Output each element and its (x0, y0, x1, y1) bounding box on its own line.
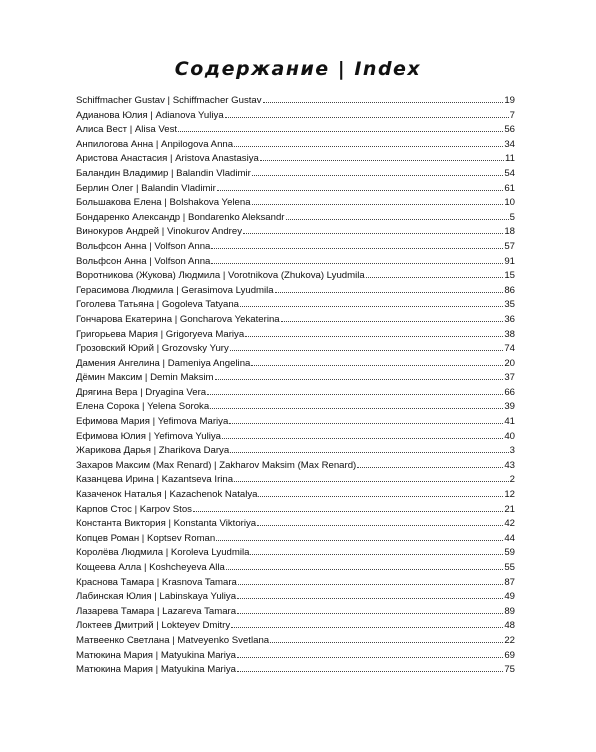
entry-page-number: 40 (504, 430, 515, 442)
dot-leader (234, 472, 509, 482)
index-entry (76, 618, 515, 633)
dot-leader (366, 268, 504, 278)
index-entry (76, 385, 515, 400)
entry-page-number: 19 (504, 95, 515, 106)
dot-leader (237, 604, 503, 614)
index-entry (76, 414, 515, 429)
dot-leader (217, 181, 504, 191)
entry-page-number: 21 (504, 503, 515, 515)
dot-leader (263, 93, 504, 103)
entry-page-number: 7 (509, 109, 515, 121)
entry-name: Дёмин Максим | Demin Maksim (76, 372, 214, 384)
entry-name: Вольфсон Анна | Volfson Anna (76, 255, 211, 267)
index-list (76, 93, 515, 677)
entry-name: Вольфсон Анна | Volfson Anna (76, 240, 211, 252)
entry-name: Жарикова Дарья | Zharikova Darya (76, 445, 230, 457)
index-entry (76, 545, 515, 560)
entry-page-number: 49 (504, 591, 515, 603)
entry-page-number: 48 (504, 620, 515, 632)
entry-name: Грозовский Юрий | Grozovsky Yury (76, 343, 229, 355)
entry-name: Казанцева Ирина | Kazantseva Irina (76, 474, 234, 486)
entry-page-number: 18 (504, 226, 515, 238)
entry-name: Бондаренко Александр | Bondarenko Aleksandr (76, 211, 285, 223)
entry-name: Анпилогова Анна | Anpilogova Anna (76, 138, 234, 150)
entry-page-number: 69 (504, 649, 515, 661)
entry-name: Берлин Олег | Balandin Vladimir (76, 182, 216, 194)
entry-name: Дамения Ангелина | Dameniya Angelina (76, 357, 251, 369)
entry-name: Королёва Людмила | Koroleva Lyudmila (76, 547, 250, 559)
entry-name: Матюкина Мария | Matyukina Mariya (76, 649, 236, 661)
entry-page-number: 35 (504, 299, 515, 311)
index-entry (76, 239, 515, 254)
dot-leader (243, 224, 503, 234)
index-entry (76, 297, 515, 312)
dot-leader (252, 195, 504, 205)
entry-page-number: 55 (504, 562, 515, 573)
entry-page-number: 56 (504, 124, 515, 136)
dot-leader (257, 516, 503, 526)
entry-name: Матвеенко Светлана | Matveyenko Svetlana (76, 634, 270, 646)
dot-leader (229, 414, 503, 424)
entry-name: Алиса Вест | Alisa Vest (76, 124, 178, 136)
index-entry (76, 648, 515, 663)
index-entry (76, 137, 515, 152)
index-entry (76, 575, 515, 590)
entry-name: Захаров Максим (Max Renard) | Zakharov Maksim (Max Renard) (76, 459, 357, 471)
entry-page-number: 39 (504, 401, 515, 413)
index-entry (76, 531, 515, 546)
entry-page-number: 54 (504, 167, 515, 179)
entry-page-number: 59 (504, 547, 515, 559)
dot-leader (207, 385, 503, 395)
dot-leader (237, 648, 503, 658)
dot-leader (231, 618, 503, 628)
entry-name: Елена Сорока | Yelena Soroka (76, 401, 210, 413)
entry-page-number: 41 (504, 416, 515, 428)
dot-leader (270, 633, 503, 643)
index-entry (76, 516, 515, 531)
entry-name: Большакова Елена | Bolshakova Yelena (76, 197, 251, 209)
entry-page-number: 89 (504, 605, 515, 617)
entry-name: Копцев Роман | Koptsev Roman (76, 532, 216, 544)
entry-page-number: 75 (504, 664, 515, 676)
dot-leader (178, 122, 503, 132)
dot-leader (357, 458, 503, 468)
dot-leader (193, 502, 503, 512)
index-entry (76, 356, 515, 371)
entry-page-number: 61 (504, 182, 515, 194)
index-entry (76, 472, 515, 487)
dot-leader (222, 429, 503, 439)
index-entry (76, 458, 515, 473)
index-entry (76, 487, 515, 502)
dot-leader (211, 254, 503, 264)
entry-name: Краснова Тамара | Krasnova Tamara (76, 576, 237, 588)
entry-page-number: 37 (504, 372, 515, 384)
entry-page-number: 74 (504, 343, 515, 355)
entry-name: Гончарова Екатерина | Goncharova Yekaterina (76, 313, 280, 325)
index-entry (76, 589, 515, 604)
index-entry (76, 502, 515, 517)
entry-name: Аристова Анастасия | Aristova Anastasiya (76, 153, 259, 165)
dot-leader (230, 341, 504, 351)
entry-page-number: 34 (504, 138, 515, 150)
index-entry (76, 254, 515, 269)
index-entry (76, 283, 515, 298)
dot-leader (252, 166, 503, 176)
index-entry (76, 560, 515, 575)
dot-leader (237, 589, 503, 599)
entry-page-number: 38 (504, 328, 515, 340)
index-entry (76, 341, 515, 356)
dot-leader (237, 662, 503, 672)
dot-leader (245, 327, 503, 337)
entry-name: Schiffmacher Gustav | Schiffmacher Gustav (76, 95, 262, 106)
entry-name: Казаченок Наталья | Kazachenok Natalya (76, 489, 258, 501)
entry-name: Матюкина Мария | Matyukina Mariya (76, 664, 236, 676)
entry-name: Ефимова Мария | Yefimova Mariya (76, 416, 229, 428)
entry-name: Герасимова Людмила | Gerasimova Lyudmila (76, 284, 274, 296)
index-entry (76, 122, 515, 137)
index-entry (76, 151, 515, 166)
dot-leader (238, 575, 503, 585)
dot-leader (216, 531, 503, 541)
index-entry (76, 633, 515, 648)
index-entry (76, 268, 515, 283)
index-entry (76, 312, 515, 327)
dot-leader (240, 297, 503, 307)
dot-leader (286, 210, 509, 220)
entry-page-number: 5 (509, 211, 515, 223)
dot-leader (210, 399, 503, 409)
dot-leader (234, 137, 503, 147)
dot-leader (258, 487, 503, 497)
entry-name: Григорьева Мария | Grigoryeva Mariya (76, 328, 245, 340)
index-entry (76, 224, 515, 239)
entry-page-number: 44 (504, 532, 515, 544)
dot-leader (275, 283, 504, 293)
entry-page-number: 43 (504, 459, 515, 471)
entry-page-number: 42 (504, 518, 515, 530)
entry-name: Лабинская Юлия | Labinskaya Yuliya (76, 591, 237, 603)
entry-page-number: 20 (504, 357, 515, 369)
index-entry (76, 370, 515, 385)
entry-name: Локтеев Дмитрий | Lokteyev Dmitry (76, 620, 231, 632)
index-entry (76, 604, 515, 619)
entry-name: Винокуров Андрей | Vinokurov Andrey (76, 226, 242, 238)
entry-page-number: 15 (504, 270, 515, 282)
entry-page-number: 22 (504, 634, 515, 646)
entry-page-number: 57 (504, 240, 515, 252)
entry-name: Карпов Стос | Karpov Stos (76, 503, 192, 515)
entry-name: Адианова Юлия | Adianova Yuliya (76, 109, 224, 121)
entry-page-number: 87 (504, 576, 515, 588)
entry-page-number: 36 (504, 313, 515, 325)
index-entry (76, 429, 515, 444)
index-entry (76, 181, 515, 196)
entry-page-number: 12 (504, 489, 515, 501)
dot-leader (251, 356, 503, 366)
dot-leader (211, 239, 503, 249)
entry-page-number: 2 (509, 474, 515, 486)
index-entry (76, 443, 515, 458)
entry-name: Константа Виктория | Konstanta Viktoriya (76, 518, 257, 530)
index-entry (76, 210, 515, 225)
dot-leader (281, 312, 504, 322)
index-entry (76, 399, 515, 414)
entry-name: Лазарева Тамара | Lazareva Tamara (76, 605, 237, 617)
dot-leader (250, 545, 503, 555)
index-entry (76, 195, 515, 210)
entry-name: Кощеева Алла | Koshcheyeva Alla (76, 562, 225, 573)
entry-page-number: 10 (504, 197, 515, 209)
index-entry (76, 327, 515, 342)
entry-name: Гоголева Татьяна | Gogoleva Tatyana (76, 299, 239, 311)
entry-name: Баландин Владимир | Balandin Vladimir (76, 167, 251, 179)
dot-leader (230, 443, 508, 453)
entry-page-number: 11 (505, 153, 515, 165)
entry-page-number: 91 (504, 255, 515, 267)
dot-leader (225, 108, 509, 118)
entry-name: Дрягина Вера | Dryagina Vera (76, 386, 207, 398)
page-title: Содержание | Index (174, 58, 422, 80)
entry-name: Воротникова (Жукова) Людмила | Vorotnikova (Zhukova) Lyudmila (76, 270, 365, 282)
dot-leader (226, 560, 503, 570)
entry-name: Ефимова Юлия | Yefimova Yuliya (76, 430, 222, 442)
index-entry (76, 108, 515, 123)
index-entry (76, 166, 515, 181)
index-entry (76, 93, 515, 108)
entry-page-number: 66 (504, 386, 515, 398)
index-entry (76, 662, 515, 677)
entry-page-number: 3 (509, 445, 515, 457)
entry-page-number: 86 (504, 284, 515, 296)
dot-leader (260, 151, 504, 161)
dot-leader (215, 370, 504, 380)
